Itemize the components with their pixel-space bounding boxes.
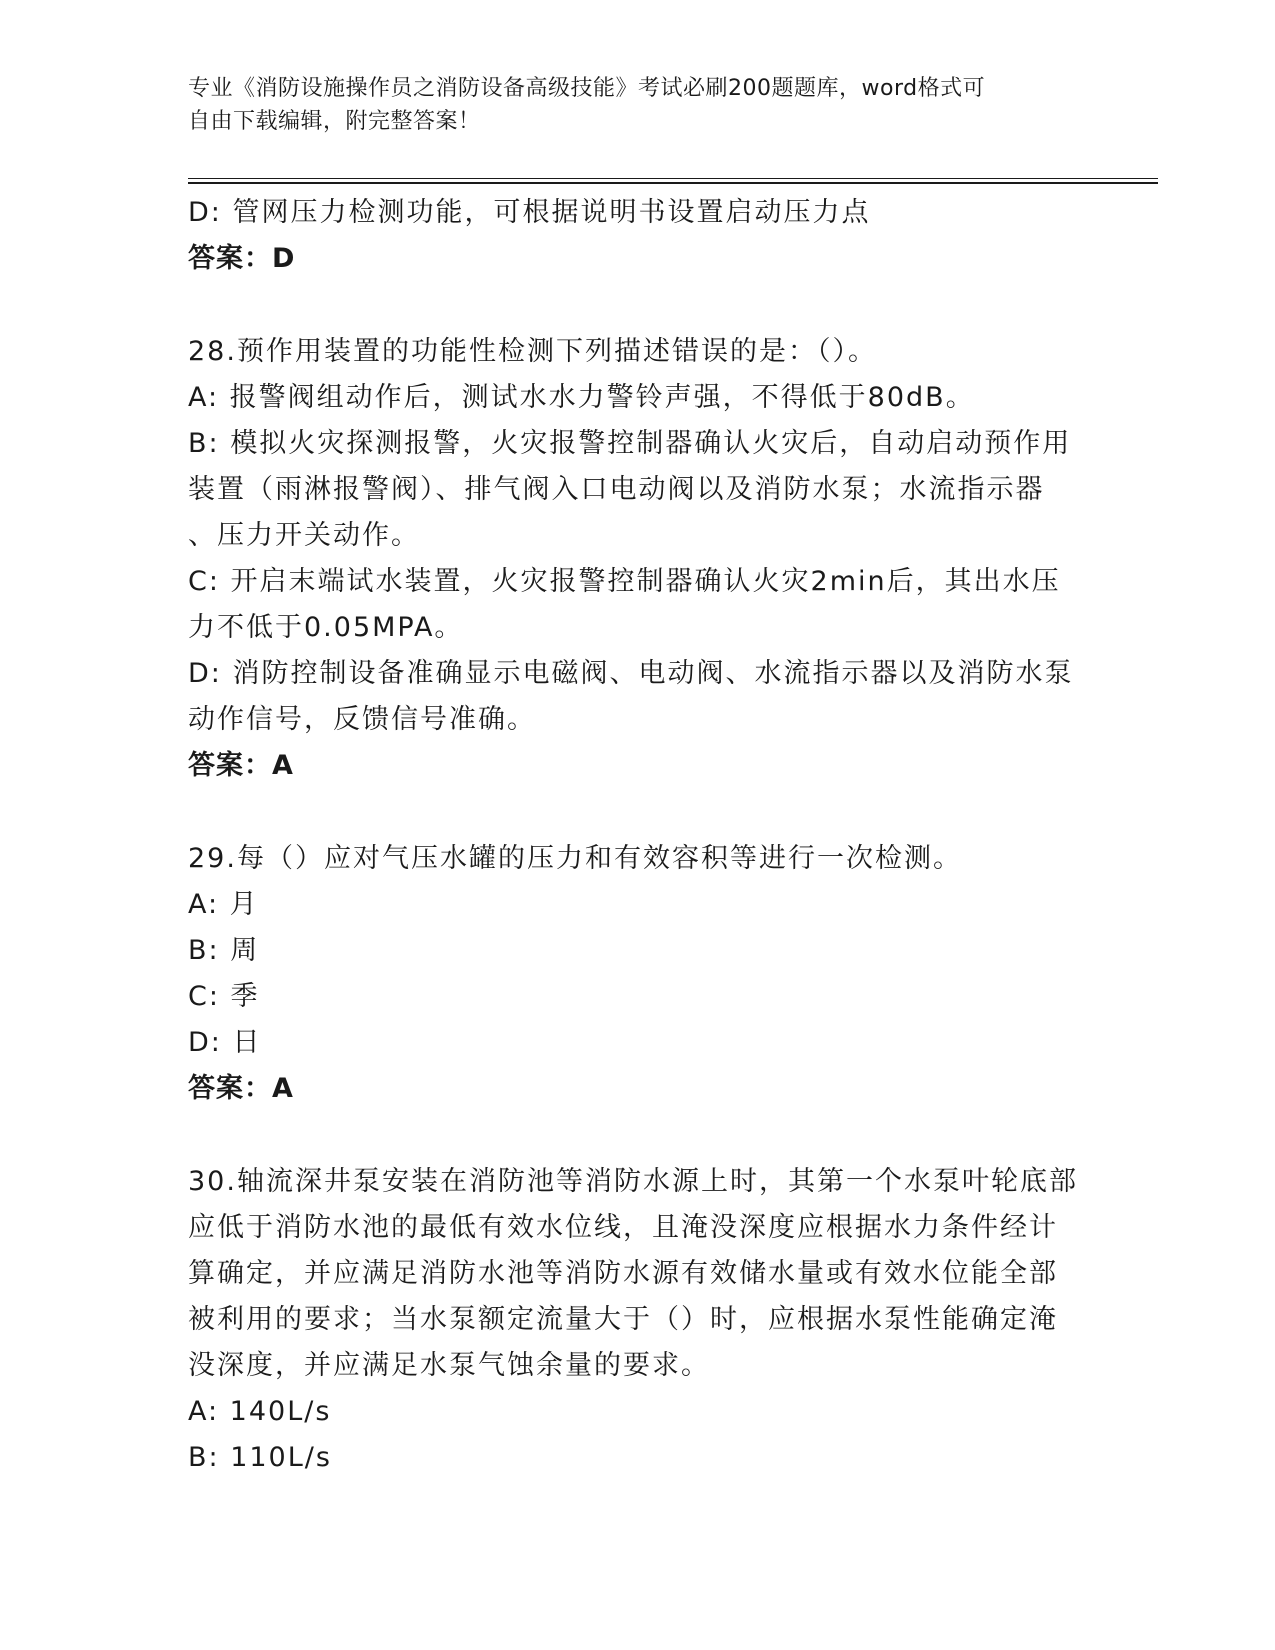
header-divider-thick	[188, 182, 1158, 184]
q28-option-b-line-3: 、压力开关动作。	[188, 520, 420, 551]
q29-option-a: A: 月	[188, 889, 259, 920]
q28-option-b-line-1: B: 模拟火灾探测报警，火灾报警控制器确认火灾后，自动启动预作用	[188, 428, 1072, 459]
document-header	[188, 72, 1068, 138]
header-line-2: 自由下载编辑，附完整答案！	[188, 109, 481, 134]
question-spacer	[188, 789, 1088, 836]
q30-stem-line-3: 算确定，并应满足消防水池等消防水源有效储水量或有效水位能全部	[188, 1258, 1058, 1289]
q27-option-d: D: 管网压力检测功能，可根据说明书设置启动压力点	[188, 197, 871, 228]
question-spacer	[188, 282, 1088, 329]
q28-option-c-line-2: 力不低于0.05MPA。	[188, 612, 464, 643]
document-body	[188, 190, 1088, 1481]
q29-stem: 29.每（）应对气压水罐的压力和有效容积等进行一次检测。	[188, 843, 962, 874]
q28-option-b-line-2: 装置（雨淋报警阀）、排气阀入口电动阀以及消防水泵；水流指示器	[188, 474, 1045, 505]
q28-option-d-line-1: D: 消防控制设备准确显示电磁阀、电动阀、水流指示器以及消防水泵	[188, 658, 1074, 689]
question-spacer	[188, 1112, 1088, 1159]
q28-answer: 答案：A	[188, 750, 294, 781]
q28-option-d-line-2: 动作信号，反馈信号准确。	[188, 704, 536, 735]
q29-option-b: B: 周	[188, 935, 260, 966]
q30-option-b: B: 110L/s	[188, 1442, 332, 1473]
q30-stem-line-2: 应低于消防水池的最低有效水位线，且淹没深度应根据水力条件经计	[188, 1212, 1058, 1243]
q28-stem: 28.预作用装置的功能性检测下列描述错误的是：（）。	[188, 336, 877, 367]
q29-option-c: C: 季	[188, 981, 260, 1012]
q27-answer: 答案：D	[188, 243, 296, 274]
q28-option-c-line-1: C: 开启末端试水装置，火灾报警控制器确认火灾2min后，其出水压	[188, 566, 1061, 597]
q30-stem-line-4: 被利用的要求；当水泵额定流量大于（）时，应根据水泵性能确定淹	[188, 1304, 1058, 1335]
header-line-1: 专业《消防设施操作员之消防设备高级技能》考试必刷200题题库，word格式可	[188, 76, 986, 101]
q28-option-a: A: 报警阀组动作后，测试水水力警铃声强，不得低于80dB。	[188, 382, 975, 413]
q30-stem-line-1: 30.轴流深井泵安装在消防池等消防水源上时，其第一个水泵叶轮底部	[188, 1166, 1078, 1197]
q29-option-d: D: 日	[188, 1027, 262, 1058]
q30-stem-line-5: 没深度，并应满足水泵气蚀余量的要求。	[188, 1350, 710, 1381]
q30-option-a: A: 140L/s	[188, 1396, 332, 1427]
header-divider-thin	[188, 178, 1158, 179]
q29-answer: 答案：A	[188, 1073, 294, 1104]
